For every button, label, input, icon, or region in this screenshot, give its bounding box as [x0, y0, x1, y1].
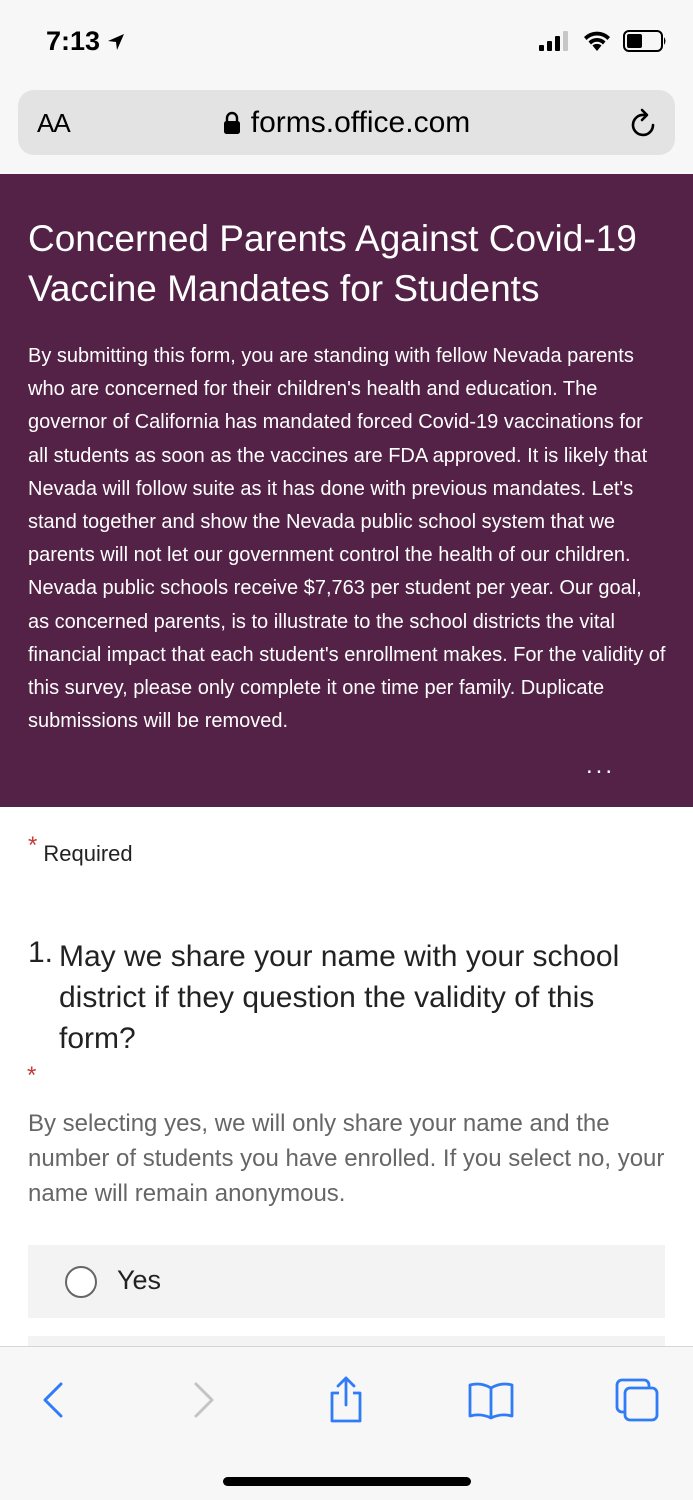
question-required-star: *: [27, 1062, 37, 1089]
back-icon: [39, 1380, 69, 1420]
option-label: Yes: [117, 1265, 162, 1295]
share-button[interactable]: [318, 1375, 374, 1425]
tabs-icon: [615, 1378, 659, 1422]
tabs-button[interactable]: [609, 1375, 665, 1425]
option-yes[interactable]: [28, 1245, 665, 1318]
url-text: forms.office.com: [250, 106, 471, 139]
wifi-icon: [583, 31, 611, 51]
option-next[interactable]: [28, 1336, 665, 1346]
forward-icon: [188, 1380, 218, 1420]
question-description: By selecting yes, we will only share your name and the number of students you have enrolled. If you select no, your name will remain anonymous.: [28, 1110, 665, 1207]
bookmarks-icon: [467, 1380, 515, 1420]
text-size-label: AA: [37, 108, 70, 138]
form-description: By submitting this form, you are standing with fellow Nevada parents who are concerned for their children's health and education. The governor of California has mandated forced Covid-19 vaccinations for all students as soon as the vaccines are FDA approved. It is likely that Nevada will follow suite as it has done with previous mandates. Let's stand together and show the Nevada public school system that we parents will not let our government control the health of our children. Nevada public schools receive $7,763 per student per year. Our goal, as concerned parents, is to illustrate to the school districts the vital financial impact that each student's enrollment makes. For the validity of this survey, please only complete it one time per family. Duplicate submissions will be removed.: [28, 345, 666, 733]
form-title: Concerned Parents Against Covid-19 Vaccine Mandates for Students: [28, 218, 637, 309]
time-label: 7:13: [46, 26, 101, 56]
browser-address-area: [0, 84, 693, 174]
status-icons: [539, 30, 667, 52]
question-title: May we share your name with your school district if they question the validity of this form?: [59, 940, 620, 1055]
required-label: Required: [43, 841, 133, 866]
status-time: [46, 26, 126, 57]
lock-icon: [223, 111, 241, 135]
browser-toolbar: [0, 1346, 693, 1500]
form-header: [0, 174, 693, 807]
home-indicator: [223, 1477, 471, 1486]
forward-button[interactable]: [175, 1375, 231, 1425]
address-bar[interactable]: [18, 90, 675, 155]
url-display[interactable]: [18, 106, 675, 140]
status-bar: [0, 0, 693, 84]
required-star: *: [28, 832, 38, 859]
cellular-signal-icon: [539, 31, 571, 51]
reload-icon: [629, 107, 659, 139]
required-note: [28, 832, 133, 868]
question-number: 1.: [28, 936, 54, 969]
back-button[interactable]: [26, 1375, 82, 1425]
share-icon: [326, 1375, 366, 1425]
reload-button[interactable]: [629, 107, 659, 144]
radio-button[interactable]: [65, 1266, 97, 1298]
more-button[interactable]: ...: [586, 752, 616, 779]
bookmarks-button[interactable]: [463, 1375, 519, 1425]
location-arrow-icon: [106, 32, 126, 52]
battery-icon: [623, 30, 667, 52]
